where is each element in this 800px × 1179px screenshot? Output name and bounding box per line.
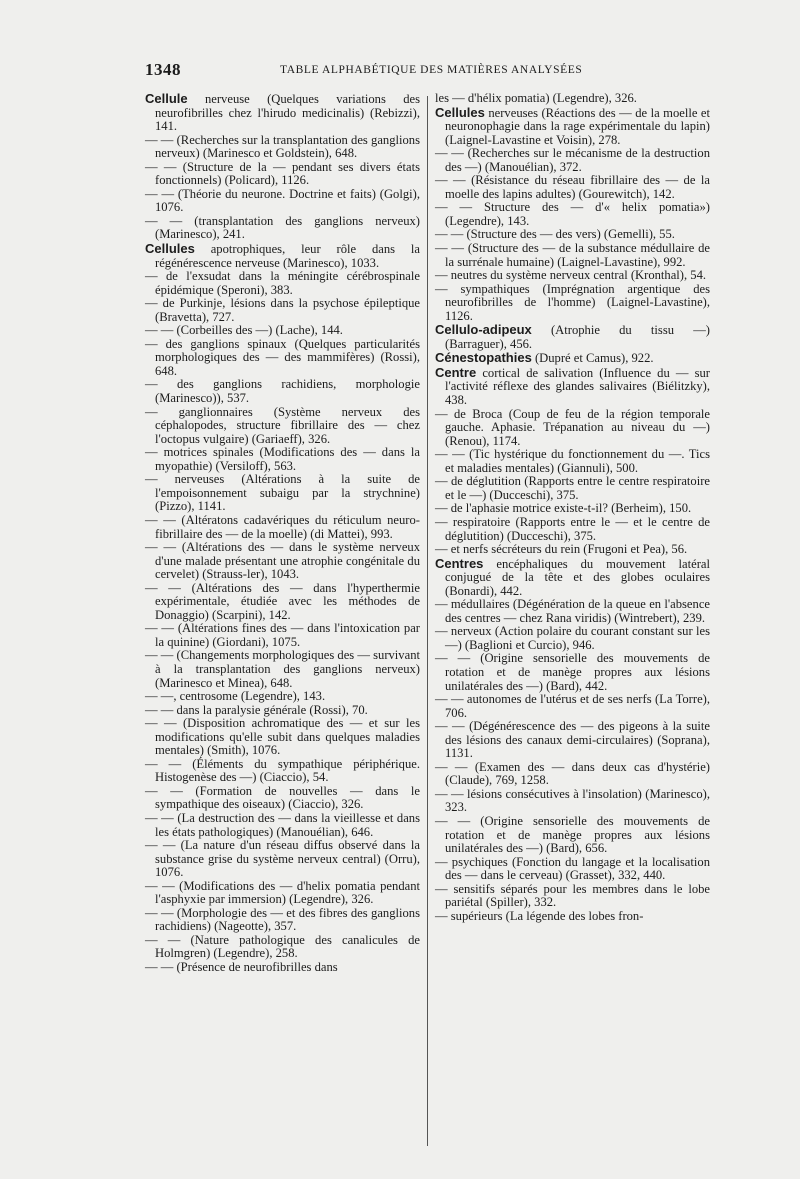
index-columns bbox=[145, 92, 715, 1152]
running-title: TABLE ALPHABÉTIQUE DES MATIÈRES ANALYSÉES bbox=[280, 64, 583, 76]
entry-text: — —, centrosome (Legendre), 143. bbox=[145, 689, 326, 704]
entry-text: — — (Altérations fines des — dans l'intoxication par la quinine) (Giordani), 1075. bbox=[145, 621, 420, 649]
index-entry bbox=[145, 242, 420, 270]
entry-text: — neutres du système nerveux central (Kronthal), 54. bbox=[435, 268, 707, 283]
entry-text: — médullaires (Dégénération de la queue en l'absence des centres — chez Rana viridis) (Wintrebert), 239. bbox=[435, 597, 710, 625]
entry-text: — de déglutition (Rapports entre le centre respiratoire et le —) (Ducceschi), 375. bbox=[435, 474, 710, 502]
entry-heading: Cellule bbox=[145, 91, 188, 106]
entry-text: — — (Altérations des — dans le système nerveux d'une malade présentant une atrophie congénitale du cervelet) (Strauss-ler), 1043. bbox=[145, 540, 420, 582]
entry-text: — — (Structure des — de la substance médullaire de la surrénale humaine) (Laignel-Lavastine), 992. bbox=[435, 241, 710, 269]
index-entry bbox=[435, 883, 710, 910]
entry-text: — — (Corbeilles des —) (Lache), 144. bbox=[145, 323, 343, 338]
index-entry bbox=[435, 543, 710, 557]
entry-text: — — lésions consécutives à l'insolation) (Marinesco), 323. bbox=[435, 786, 710, 815]
entry-text: — respiratoire (Rapports entre le — et le centre de déglutition) (Ducceschi), 375. bbox=[435, 514, 710, 543]
index-entry bbox=[145, 473, 420, 514]
entry-text: — — (Théorie du neurone. Doctrine et faits) (Golgi), 1076. bbox=[145, 186, 420, 215]
entry-text: — de Purkinje, lésions dans la psychose épileptique (Bravetta), 727. bbox=[145, 296, 420, 324]
entry-text: — — (Changements morphologiques des — survivant à la transplantation des ganglions nerveux) (Marinesco et Minea), 648. bbox=[145, 648, 420, 690]
entry-text: — — (Formation de nouvelles — dans le sympathique des oiseaux) (Ciaccio), 326. bbox=[145, 783, 420, 812]
entry-text: — — dans la paralysie générale (Rossi), 70. bbox=[145, 702, 368, 717]
index-entry bbox=[435, 856, 710, 883]
entry-text: — supérieurs (La légende des lobes fron- bbox=[435, 908, 644, 923]
entry-text: — et nerfs sécréteurs du rein (Frugoni et Pea), 56. bbox=[435, 542, 688, 557]
entry-heading: Centre bbox=[435, 364, 477, 380]
index-entry bbox=[145, 188, 420, 215]
index-entry bbox=[145, 785, 420, 812]
right-column bbox=[435, 92, 710, 1152]
entry-text: cortical de salivation (Influence du — sur l'activité réflexe des glandes salivaires (Biélitzky), 438. bbox=[445, 365, 710, 408]
entry-text: — — (Recherches sur le mécanisme de la destruction des —) (Manouélian), 372. bbox=[435, 146, 710, 174]
index-entry bbox=[435, 720, 710, 761]
index-entry bbox=[435, 323, 710, 351]
entry-text: — nerveux (Action polaire du courant constant sur les —) (Baglioni et Curcio), 946. bbox=[435, 624, 710, 652]
index-entry bbox=[435, 815, 710, 856]
index-entry bbox=[435, 228, 710, 242]
index-entry bbox=[435, 502, 710, 516]
entry-text: — — (Nature pathologique des canalicules de Holmgren) (Legendre), 258. bbox=[145, 932, 420, 961]
entry-text: — — (La destruction des — dans la vieillesse et dans les états pathologiques) (Manouélian), 646. bbox=[145, 810, 420, 839]
index-entry bbox=[145, 961, 420, 975]
entry-text: — — (Disposition achromatique des — et sur les modifications qu'elle subit dans quelques maladies mentales) (Smith), 1076. bbox=[145, 716, 420, 758]
entry-heading: Cellulo-adipeux bbox=[435, 322, 532, 338]
page-number: 1348 bbox=[145, 60, 181, 79]
entry-text: — — (Éléments du sympathique périphérique. Histogenèse des —) (Ciaccio), 54. bbox=[145, 756, 420, 785]
entry-text: — motrices spinales (Modifications des — dans la myopathie) (Versiloff), 563. bbox=[145, 445, 420, 473]
index-entry bbox=[145, 717, 420, 758]
entry-text: — — (Structure de la — pendant ses divers états fonctionnels) (Policard), 1126. bbox=[145, 159, 420, 188]
entry-text: — — (Origine sensorielle des mouvements de rotation et de manège propres aux lésions unilatérales des —) (Bard), 656. bbox=[435, 813, 710, 856]
index-entry bbox=[145, 215, 420, 242]
index-entry bbox=[435, 693, 710, 720]
index-entry bbox=[435, 475, 710, 502]
entry-text: — — (Examen des — dans deux cas d'hystérie) (Claude), 769, 1258. bbox=[435, 759, 710, 788]
index-entry bbox=[145, 324, 420, 338]
entry-text: — — (Recherches sur la transplantation des ganglions nerveux) (Marinesco et Goldstein), 648. bbox=[145, 132, 420, 161]
index-entry bbox=[145, 758, 420, 785]
index-entry bbox=[435, 910, 710, 924]
index-entry bbox=[145, 514, 420, 541]
entry-text: nerveuses (Réactions des — de la moelle et neuronophagie dans la rage expérimentale du lapin) (Laignel-Lavastine et Voisin), 278. bbox=[445, 105, 710, 147]
page-header bbox=[145, 60, 705, 86]
index-entry bbox=[145, 690, 420, 704]
entry-text: (Dupré et Camus), 922. bbox=[531, 351, 654, 366]
index-entry bbox=[435, 283, 710, 324]
index-entry bbox=[145, 161, 420, 188]
index-entry bbox=[435, 557, 710, 599]
entry-text: — — (Altérations des — dans l'hyperthermie expérimentale, étudiée avec les méthodes de Donaggio) (Scarpini), 142. bbox=[145, 580, 420, 622]
index-entry bbox=[435, 366, 710, 408]
index-entry bbox=[145, 406, 420, 447]
index-entry bbox=[435, 448, 710, 475]
entry-text: — — autonomes de l'utérus et de ses nerfs (La Torre), 706. bbox=[435, 692, 710, 720]
entry-text: — — (Présence de neurofibrilles dans bbox=[145, 960, 338, 974]
index-entry bbox=[145, 446, 420, 473]
entry-text: nerveuse (Quelques variations des neurofibrilles chez l'hirudo medicinalis) (Rebizzi), 141. bbox=[155, 92, 420, 134]
entry-text: — sympathiques (Imprégnation argentique des neurofibrilles de l'homme) (Laignel-Lavastine), 1126. bbox=[435, 281, 710, 323]
entry-text: — — (Dégénérescence des — des pigeons à la suite des lésions des canaux demi-circulaires) (Soprana), 1131. bbox=[435, 719, 710, 761]
entry-text: — — (Modifications des — d'helix pomatia pendant l'asphyxie par immersion) (Legendre), 326. bbox=[145, 878, 420, 907]
index-entry bbox=[435, 174, 710, 201]
index-entry bbox=[145, 934, 420, 961]
index-entry bbox=[435, 106, 710, 148]
index-entry bbox=[435, 147, 710, 174]
index-entry bbox=[145, 134, 420, 161]
index-entry bbox=[145, 907, 420, 934]
entry-text: — ganglionnaires (Système nerveux des céphalopodes, structure fibrillaire des — chez l'octopus vulgaire) (Gariaeff), 326. bbox=[145, 404, 420, 446]
index-entry bbox=[435, 201, 710, 228]
index-entry bbox=[145, 92, 420, 134]
index-entry bbox=[435, 788, 710, 815]
entry-text: — sensitifs séparés pour les membres dans le lobe pariétal (Spiller), 332. bbox=[435, 881, 710, 910]
entry-heading: Centres bbox=[435, 555, 484, 571]
index-entry bbox=[145, 812, 420, 839]
index-entry bbox=[145, 297, 420, 324]
entry-text: les — d'hélix pomatia) (Legendre), 326. bbox=[435, 91, 637, 105]
entry-text: — des ganglions spinaux (Quelques particularités morphologiques des — des mammifères) (Rossi), 648. bbox=[145, 336, 420, 378]
entry-text: apotrophiques, leur rôle dans la régénérescence nerveuse (Marinesco), 1033. bbox=[155, 242, 420, 270]
entry-text: — — (Résistance du réseau fibrillaire des — de la moelle des lapins adultes) (Gourewitch), 142. bbox=[435, 173, 710, 201]
index-entry bbox=[145, 839, 420, 880]
entry-text: (Atrophie du tissu —) (Barraguer), 456. bbox=[445, 323, 710, 351]
entry-heading: Cénestopathies bbox=[435, 350, 532, 366]
entry-text: — — (Tic hystérique du fonctionnement du —. Tics et maladies mentales) (Giannuli), 500. bbox=[435, 447, 710, 475]
index-entry bbox=[435, 625, 710, 652]
entry-text: — — (Structure des — des vers) (Gemelli), 55. bbox=[435, 227, 675, 242]
entry-text: — psychiques (Fonction du langage et la localisation des — dans le cerveau) (Grasset), 332, 440. bbox=[435, 854, 710, 883]
index-entry bbox=[145, 378, 420, 405]
entry-text: — de l'exsudat dans la méningite cérébrospinale épidémique (Speroni), 383. bbox=[145, 269, 420, 297]
entry-heading: Cellules bbox=[435, 104, 485, 120]
index-entry bbox=[145, 880, 420, 907]
entry-text: — — (transplantation des ganglions nerveux) (Marinesco), 241. bbox=[145, 213, 420, 242]
entry-text: — — (La nature d'un réseau diffus observé dans la substance grise du système nerveux central) (Orru), 1076. bbox=[145, 838, 420, 880]
column-divider bbox=[427, 96, 428, 1146]
entry-text: — nerveuses (Altérations à la suite de l'empoisonnement subaigu par la strychnine) (Pizzo), 1141. bbox=[145, 472, 420, 514]
entry-heading: Cellules bbox=[145, 241, 195, 257]
index-entry bbox=[435, 598, 710, 625]
entry-text: — — Structure des — d'« helix pomatia») (Legendre), 143. bbox=[435, 200, 710, 228]
index-entry bbox=[435, 516, 710, 543]
index-entry bbox=[145, 541, 420, 582]
entry-text: — — (Origine sensorielle des mouvements de rotation et de manège propres aux lésions unilatérales des —) (Bard), 442. bbox=[435, 651, 710, 693]
entry-text: — — (Morphologie des — et des fibres des ganglions rachidiens) (Nageotte), 357. bbox=[145, 905, 420, 934]
left-column bbox=[145, 92, 420, 1152]
index-entry bbox=[435, 269, 710, 283]
index-entry bbox=[435, 761, 710, 788]
index-entry bbox=[435, 351, 710, 366]
index-entry bbox=[145, 704, 420, 718]
index-entry bbox=[145, 649, 420, 690]
index-entry bbox=[435, 92, 710, 106]
index-entry bbox=[435, 408, 710, 449]
index-entry bbox=[145, 582, 420, 623]
entry-text: — — (Altératons cadavériques du réticulum neuro-fibrillaire des — de la moelle) (di Mattei), 993. bbox=[145, 512, 420, 541]
entry-text: — des ganglions rachidiens, morphologie (Marinesco)), 537. bbox=[145, 377, 420, 406]
entry-text: encéphaliques du mouvement latéral conjugué de la tête et des globes oculaires (Bonardi), 442. bbox=[445, 556, 710, 598]
index-entry bbox=[145, 338, 420, 379]
entry-text: — de l'aphasie motrice existe-t-il? (Berheim), 150. bbox=[435, 501, 692, 516]
index-entry bbox=[435, 242, 710, 269]
index-entry bbox=[145, 622, 420, 649]
entry-text: — de Broca (Coup de feu de la région temporale gauche. Aphasie. Trépanation au niveau du —) (Renou), 1174. bbox=[435, 406, 710, 448]
index-entry bbox=[435, 652, 710, 693]
index-entry bbox=[145, 270, 420, 297]
